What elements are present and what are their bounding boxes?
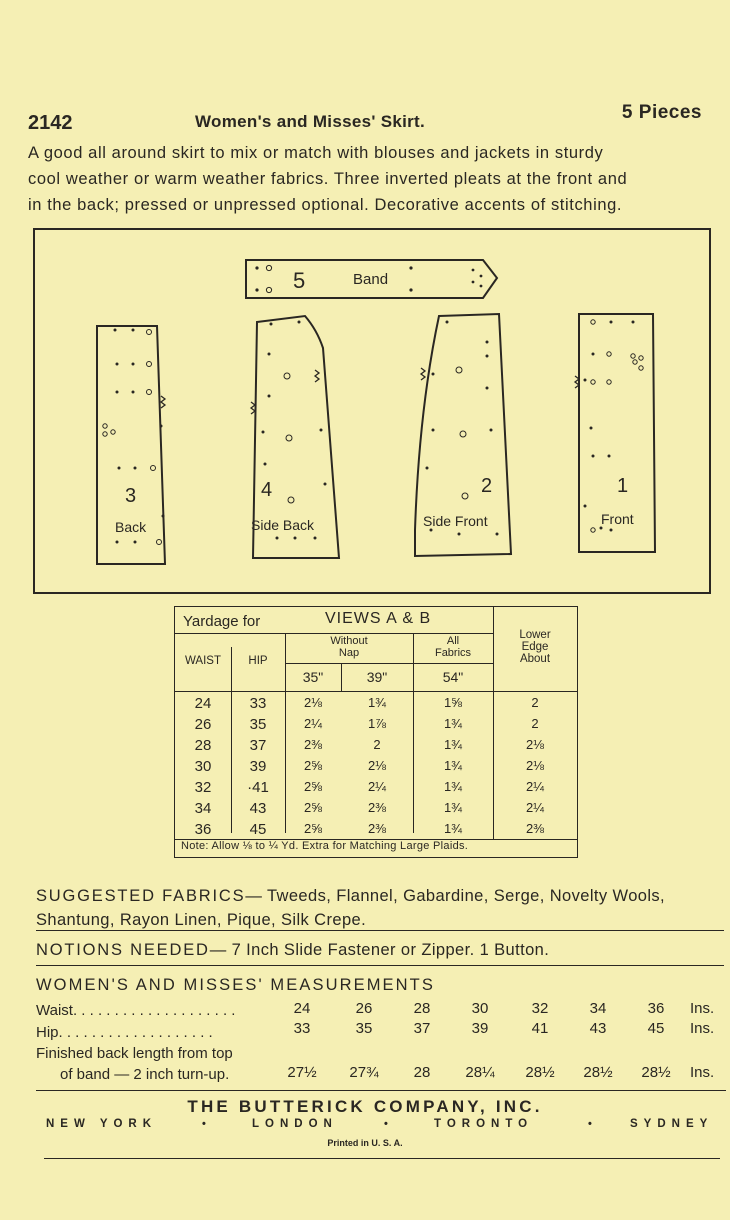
marking-dot <box>607 380 611 384</box>
col-lower-edge-line: About <box>519 653 551 665</box>
yardage-cell-w35: 2⅝ <box>303 800 323 815</box>
marking-dot <box>591 320 595 324</box>
col-without-nap-line: Nap <box>338 647 360 659</box>
marking-dot <box>284 373 290 379</box>
yardage-cell-w39: 2¼ <box>367 779 387 794</box>
yardage-cell-w39: 1⅞ <box>367 716 387 731</box>
measurement-hip-value: 41 <box>531 1020 549 1037</box>
marking-dot <box>288 497 294 503</box>
marking-dot <box>610 321 613 324</box>
yardage-cell-w54: 1¾ <box>443 779 463 794</box>
city-sydney: SYDNEY <box>630 1118 714 1130</box>
marking-dot <box>480 275 483 278</box>
yardage-cell-w54: 1¾ <box>443 737 463 752</box>
notions-heading: NOTIONS NEEDED <box>36 941 210 959</box>
yardage-cell-waist: 34 <box>194 800 212 817</box>
marking-dot <box>480 285 483 288</box>
yardage-cell-w54: 1⅝ <box>443 695 463 710</box>
waist-label: Waist. . . . . . . . . . . . . . . . . . . . <box>36 1002 236 1019</box>
marking-dot <box>147 362 152 367</box>
marking-dot <box>255 266 258 269</box>
yardage-cell-lower: 2⅛ <box>525 737 545 752</box>
measurement-hip-value: 35 <box>355 1020 373 1037</box>
marking-dot <box>151 466 156 471</box>
suggested-fabrics-heading: SUGGESTED FABRICS <box>36 887 246 905</box>
yardage-cell-w39: 1¾ <box>367 695 387 710</box>
col-without-nap-line: Without <box>330 635 368 647</box>
marking-dot <box>409 266 412 269</box>
side-front-label: Side Front <box>423 513 488 529</box>
yardage-cell-w35: 2⅝ <box>303 758 323 773</box>
notch-mark <box>421 368 425 380</box>
measurement-waist-value: 34 <box>589 1000 607 1017</box>
notch-mark <box>315 370 319 382</box>
notch-mark <box>161 396 165 408</box>
measurement-waist-value: 36 <box>647 1000 665 1017</box>
description-line: A good all around skirt to mix or match with blouses and jackets in sturdy <box>28 144 604 162</box>
marking-dot <box>116 541 119 544</box>
waist-unit: Ins. <box>690 1000 715 1017</box>
marking-dot <box>134 467 137 470</box>
marking-dot <box>103 424 107 428</box>
yardage-title-views: VIEWS A & B <box>325 610 432 627</box>
marking-dot <box>584 379 587 382</box>
marking-dot <box>490 429 493 432</box>
col-lower-edge-line: Edge <box>521 641 549 653</box>
yardage-cell-w35: 2¼ <box>303 716 323 731</box>
marking-dot <box>632 321 635 324</box>
marking-dot <box>462 493 468 499</box>
marking-dot <box>631 354 635 358</box>
marking-dot <box>266 265 271 270</box>
measurement-hip-value: 45 <box>647 1020 665 1037</box>
yardage-cell-waist: 36 <box>194 821 212 838</box>
marking-dot <box>314 537 317 540</box>
back-label: Back <box>115 519 147 535</box>
front-label: Front <box>601 511 634 527</box>
description-line: cool weather or warm weather fabrics. Three inverted pleats at the front and <box>28 170 628 188</box>
col-all-fabrics-line: All <box>446 635 460 647</box>
measurement-waist-value: 24 <box>293 1000 311 1017</box>
marking-dot <box>607 352 611 356</box>
yardage-cell-hip: 39 <box>249 758 267 775</box>
pieces-count: 5 Pieces <box>621 102 702 123</box>
marking-dot <box>633 360 637 364</box>
yardage-table <box>174 606 578 858</box>
measurement-length-value: 28½ <box>583 1064 613 1081</box>
marking-dot <box>324 483 327 486</box>
marking-dot <box>116 391 119 394</box>
marking-dot <box>458 533 461 536</box>
measurement-waist-value: 30 <box>471 1000 489 1017</box>
marking-dot <box>610 529 613 532</box>
pattern-title: Women's and Misses' Skirt. <box>195 112 426 131</box>
notions-text: — 7 Inch Slide Fastener or Zipper. 1 Button. <box>209 941 550 959</box>
marking-dot <box>298 321 301 324</box>
measurement-hip-value: 39 <box>471 1020 489 1037</box>
pieces-svg <box>35 230 709 592</box>
yardage-cell-waist: 28 <box>194 737 212 754</box>
marking-dot <box>486 387 489 390</box>
side-front-number: 2 <box>481 475 493 497</box>
marking-dot <box>286 435 292 441</box>
yardage-cell-hip: 33 <box>249 695 267 712</box>
marking-dot <box>592 455 595 458</box>
marking-dot <box>157 540 162 545</box>
printed-in: Printed in U. S. A. <box>327 1138 403 1148</box>
yardage-cell-lower: 2⅜ <box>525 821 545 836</box>
marking-dot <box>270 323 273 326</box>
yardage-cell-hip: 35 <box>249 716 267 733</box>
yardage-cell-w39: 2⅜ <box>367 821 387 836</box>
measurement-length-value: 28 <box>413 1064 431 1081</box>
yardage-title-prefix: Yardage for <box>183 613 261 630</box>
yardage-cell-waist: 32 <box>194 779 212 796</box>
measurement-hip-value: 37 <box>413 1020 431 1037</box>
marking-dot <box>472 281 475 284</box>
marking-dot <box>432 429 435 432</box>
measurement-length-value: 27½ <box>287 1064 317 1081</box>
band-label: Band <box>353 271 389 288</box>
city-separator: • <box>384 1118 388 1130</box>
side-back-number: 4 <box>261 479 273 501</box>
marking-dot <box>268 353 271 356</box>
pattern-number: 2142 <box>28 112 73 134</box>
measurement-hip-value: 33 <box>293 1020 311 1037</box>
marking-dot <box>276 537 279 540</box>
col-lower-edge-line: Lower <box>519 629 551 641</box>
hip-unit: Ins. <box>690 1020 715 1037</box>
back-number: 3 <box>125 485 137 507</box>
measurement-length-value: 27¾ <box>349 1064 379 1081</box>
marking-dot <box>268 395 271 398</box>
pattern-pieces-diagram <box>33 228 711 594</box>
yardage-cell-lower: 2¼ <box>525 779 545 794</box>
marking-dot <box>162 515 165 518</box>
col-without-nap-header <box>285 635 413 659</box>
marking-dot <box>446 321 449 324</box>
marking-dot <box>255 288 258 291</box>
marking-dot <box>118 467 121 470</box>
yardage-cell-waist: 30 <box>194 758 212 775</box>
marking-dot <box>294 537 297 540</box>
yardage-note: Note: Allow ⅛ to ¼ Yd. Extra for Matching Large Plaids. <box>181 840 469 852</box>
yardage-cell-w54: 1¾ <box>443 800 463 815</box>
city-london: LONDON <box>252 1118 338 1130</box>
marking-dot <box>496 533 499 536</box>
col-all-fabrics-header <box>413 635 493 659</box>
marking-dot <box>592 353 595 356</box>
col-waist-header: WAIST <box>185 655 221 667</box>
marking-dot <box>116 363 119 366</box>
yardage-cell-w54: 1¾ <box>443 821 463 836</box>
marking-dot <box>639 356 643 360</box>
yardage-cell-w54: 1¾ <box>443 716 463 731</box>
marking-dot <box>591 380 595 384</box>
measurement-length-value: 28½ <box>525 1064 555 1081</box>
marking-dot <box>639 366 643 370</box>
marking-dot <box>134 541 137 544</box>
side-back-label: Side Back <box>251 517 315 533</box>
width-35: 35" <box>302 669 324 685</box>
marking-dot <box>409 288 412 291</box>
city-toronto: TORONTO <box>434 1118 534 1130</box>
measurement-length-value: 28½ <box>641 1064 671 1081</box>
marking-dot <box>160 425 163 428</box>
city-separator: • <box>202 1118 206 1130</box>
marking-dot <box>147 330 152 335</box>
suggested-fabrics-line1: — Tweeds, Flannel, Gabardine, Serge, Novelty Wools, <box>245 887 666 905</box>
marking-dot <box>132 329 135 332</box>
front-number: 1 <box>617 475 629 497</box>
measurement-waist-value: 26 <box>355 1000 373 1017</box>
yardage-cell-hip: 43 <box>249 800 267 817</box>
marking-dot <box>432 373 435 376</box>
marking-dot <box>608 455 611 458</box>
suggested-fabrics-line2: Shantung, Rayon Linen, Pique, Silk Crepe. <box>36 911 367 929</box>
marking-dot <box>132 363 135 366</box>
length-unit: Ins. <box>690 1064 715 1081</box>
description <box>28 140 708 218</box>
yardage-cell-waist: 24 <box>194 695 212 712</box>
yardage-cell-hip: ·41 <box>247 779 269 796</box>
marking-dot <box>460 431 466 437</box>
band-number: 5 <box>293 268 306 293</box>
yardage-cell-w35: 2⅝ <box>303 821 323 836</box>
marking-dot <box>103 432 107 436</box>
city-separator: • <box>588 1118 592 1130</box>
measurement-length-value: 28¼ <box>465 1064 495 1081</box>
yardage-cell-lower: 2 <box>531 695 539 710</box>
yardage-cell-w54: 1¾ <box>443 758 463 773</box>
marking-dot <box>456 367 462 373</box>
description-line: in the back; pressed or unpressed optional. Decorative accents of stitching. <box>28 196 623 214</box>
col-lower-edge-header <box>493 629 577 665</box>
notions-needed <box>36 941 726 960</box>
col-all-fabrics-line: Fabrics <box>434 647 472 659</box>
yardage-cell-hip: 37 <box>249 737 267 754</box>
city-new-york: NEW YORK <box>46 1118 158 1130</box>
width-39: 39" <box>366 669 388 685</box>
length-label-1: Finished back length from top <box>36 1045 233 1062</box>
col-hip-header: HIP <box>248 655 268 667</box>
marking-dot <box>320 429 323 432</box>
measurement-waist-value: 32 <box>531 1000 549 1017</box>
length-label-2: of band — 2 inch turn-up. <box>60 1066 230 1083</box>
yardage-cell-w35: 2⅝ <box>303 779 323 794</box>
marking-dot <box>590 427 593 430</box>
yardage-cell-lower: 2 <box>531 716 539 731</box>
measurement-hip-value: 43 <box>589 1020 607 1037</box>
marking-dot <box>147 390 152 395</box>
marking-dot <box>486 341 489 344</box>
marking-dot <box>132 391 135 394</box>
hip-label: Hip. . . . . . . . . . . . . . . . . . . <box>36 1024 213 1041</box>
marking-dot <box>591 528 595 532</box>
yardage-cell-w35: 2⅛ <box>303 695 323 710</box>
measurement-waist-value: 28 <box>413 1000 431 1017</box>
yardage-cell-lower: 2¼ <box>525 800 545 815</box>
marking-dot <box>426 467 429 470</box>
measurements-title: WOMEN'S AND MISSES' MEASUREMENTS <box>36 976 435 994</box>
marking-dot <box>262 431 265 434</box>
yardage-cell-w35: 2⅜ <box>303 737 323 752</box>
marking-dot <box>266 287 271 292</box>
yardage-cell-w39: 2⅛ <box>367 758 387 773</box>
width-54: 54" <box>442 669 464 685</box>
company-name: THE BUTTERICK COMPANY, INC. <box>187 1097 543 1116</box>
yardage-cell-waist: 26 <box>194 716 212 733</box>
yardage-cell-w39: 2 <box>373 737 381 752</box>
yardage-cell-w39: 2⅜ <box>367 800 387 815</box>
marking-dot <box>472 269 475 272</box>
marking-dot <box>486 355 489 358</box>
suggested-fabrics <box>36 884 726 932</box>
marking-dot <box>114 329 117 332</box>
notch-mark <box>251 402 255 414</box>
marking-dot <box>264 463 267 466</box>
marking-dot <box>111 430 115 434</box>
yardage-cell-hip: 45 <box>249 821 267 838</box>
yardage-cell-lower: 2⅛ <box>525 758 545 773</box>
marking-dot <box>584 505 587 508</box>
